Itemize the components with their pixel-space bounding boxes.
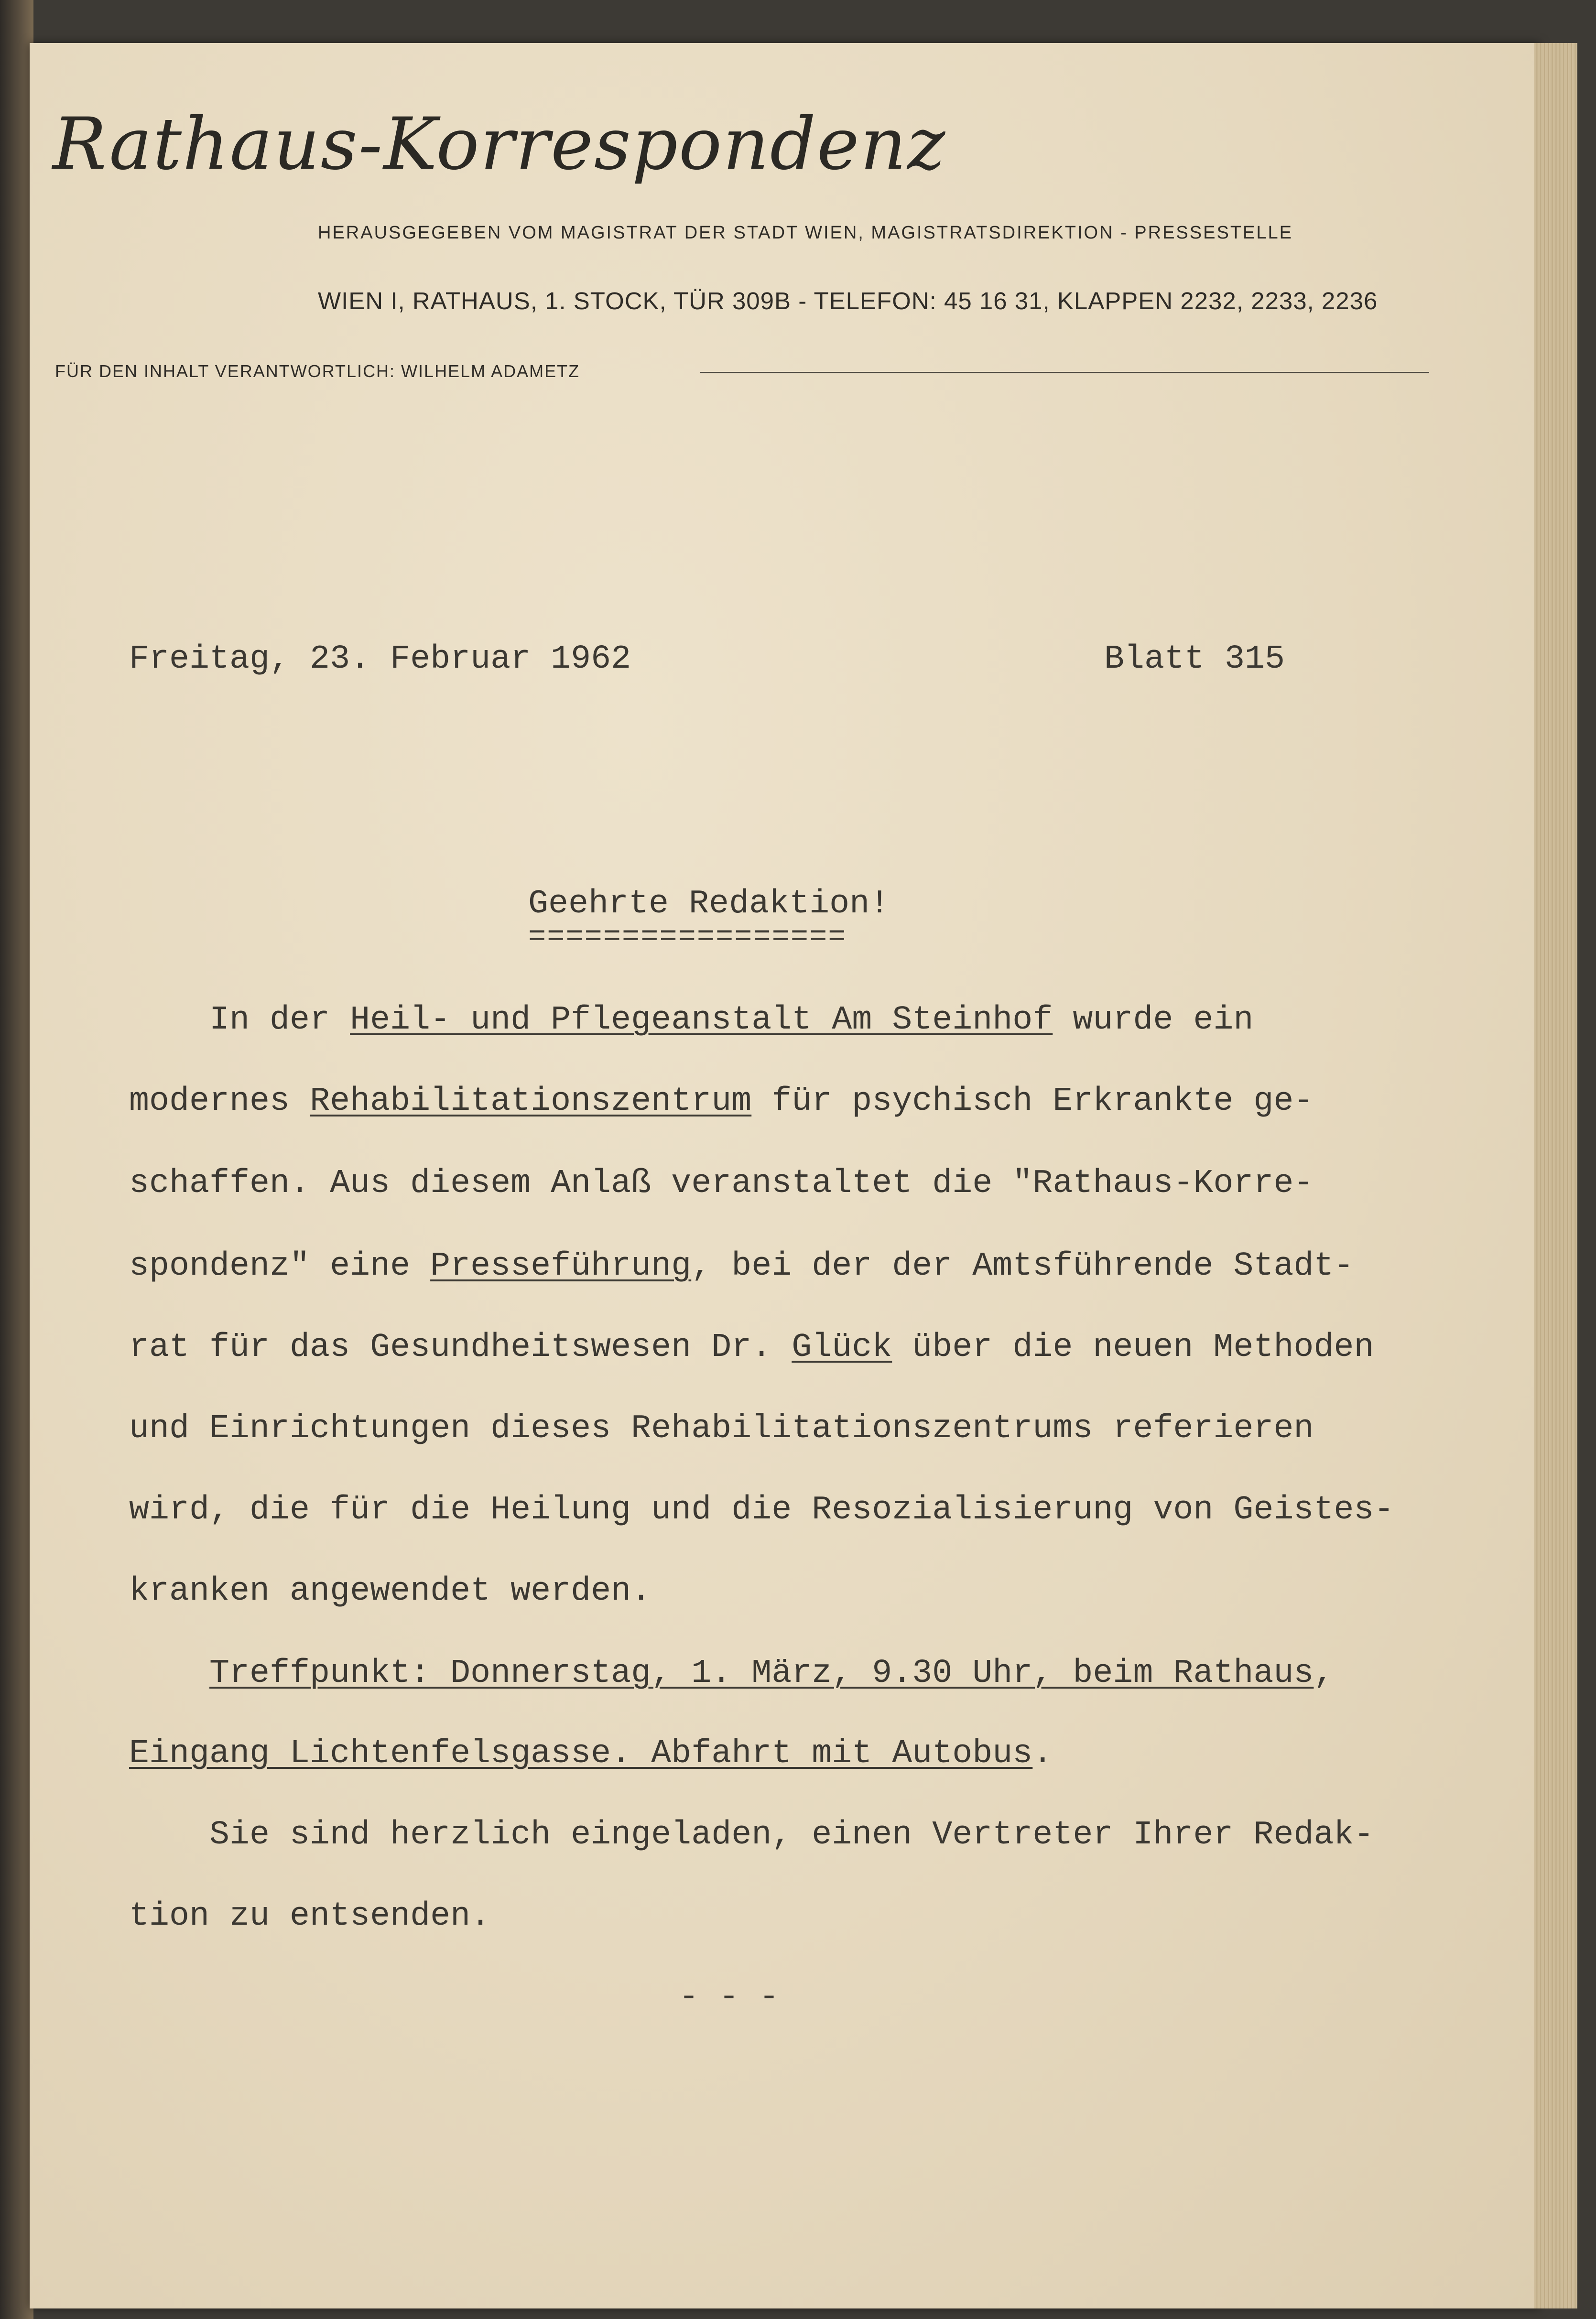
salutation-underline: =================: [528, 920, 847, 954]
body-line: wird, die für die Heilung und die Resozialisierung von Geistes-: [129, 1491, 1394, 1529]
address-line: WIEN I, RATHAUS, 1. STOCK, TÜR 309B - TELEFON: 45 16 31, KLAPPEN 2232, 2233, 2236: [318, 287, 1378, 314]
binding-edge: [0, 0, 33, 2319]
masthead-rule: [700, 372, 1429, 373]
body-line: und Einrichtungen dieses Rehabilitationszentrums referieren: [129, 1410, 1314, 1448]
body-line: rat für das Gesundheitswesen Dr. Glück über die neuen Methoden: [129, 1329, 1374, 1366]
end-mark: - - -: [679, 1979, 780, 2016]
body-line: Sie sind herzlich eingeladen, einen Vertreter Ihrer Redak-: [129, 1816, 1374, 1854]
meeting-point-line: Eingang Lichtenfelsgasse. Abfahrt mit Autobus.: [129, 1735, 1053, 1773]
masthead-title: Rathaus-Korrespondenz: [53, 103, 946, 186]
body-line: schaffen. Aus diesem Anlaß veranstaltet die "Rathaus-Korre-: [129, 1165, 1314, 1203]
body-line: kranken angewendet werden.: [129, 1572, 651, 1610]
body-line: tion zu entsenden.: [129, 1897, 491, 1935]
page-stack-edge: [1534, 43, 1577, 2308]
meeting-point-line: Treffpunkt: Donnerstag, 1. März, 9.30 Uhr, beim Rathaus,: [209, 1655, 1334, 1692]
body-line: In der Heil- und Pflegeanstalt Am Steinhof wurde ein: [129, 1001, 1254, 1039]
body-line: spondenz" eine Presseführung, bei der der Amtsführende Stadt-: [129, 1247, 1354, 1285]
publisher-line: HERAUSGEGEBEN VOM MAGISTRAT DER STADT WIEN, MAGISTRATSDIREKTION - PRESSESTELLE: [318, 223, 1293, 243]
date-line: Freitag, 23. Februar 1962: [129, 640, 631, 678]
body-line: modernes Rehabilitationszentrum für psychisch Erkrankte ge-: [129, 1083, 1314, 1120]
salutation: Geehrte Redaktion!: [528, 885, 890, 923]
responsible-line: FÜR DEN INHALT VERANTWORTLICH: WILHELM ADAMETZ: [55, 361, 580, 381]
sheet-number: Blatt 315: [1104, 640, 1285, 678]
